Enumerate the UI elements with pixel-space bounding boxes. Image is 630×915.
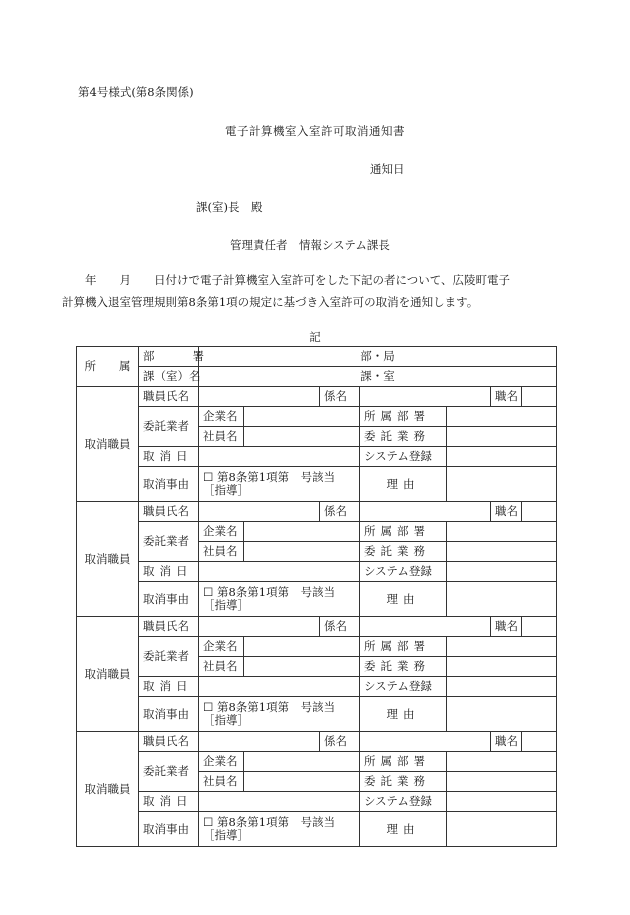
kakari-field[interactable] bbox=[360, 617, 491, 637]
contractor-label: 委託業者 bbox=[139, 752, 199, 792]
belong-dept-label: 所属部署 bbox=[360, 522, 447, 542]
kakari-label: 係名 bbox=[320, 387, 360, 407]
contract-work-field[interactable] bbox=[447, 657, 557, 677]
belong-dept-label: 所属部署 bbox=[360, 637, 447, 657]
company-field[interactable] bbox=[244, 522, 360, 542]
revocation-form-table bbox=[76, 346, 557, 847]
staff-name-label: 職員氏名 bbox=[139, 617, 199, 637]
cancel-reason-cell bbox=[199, 812, 360, 847]
document-title: 電子計算機室入室許可取消通知書 bbox=[225, 124, 405, 138]
company-label: 企業名 bbox=[199, 752, 244, 772]
contract-work-field[interactable] bbox=[447, 772, 557, 792]
affiliation-label: 所 属 bbox=[77, 347, 139, 387]
kakari-label: 係名 bbox=[320, 732, 360, 752]
contractor-label: 委託業者 bbox=[139, 637, 199, 677]
system-reg-field[interactable] bbox=[447, 562, 557, 582]
riyu-label: 理由 bbox=[360, 467, 447, 502]
riyu-field[interactable] bbox=[447, 812, 557, 847]
system-reg-field[interactable] bbox=[447, 792, 557, 812]
riyu-label: 理由 bbox=[360, 582, 447, 617]
staff-name-field[interactable] bbox=[199, 617, 320, 637]
cancel-date-label: 取消日 bbox=[139, 792, 199, 812]
riyu-field[interactable] bbox=[447, 467, 557, 502]
belong-dept-field[interactable] bbox=[447, 522, 557, 542]
cancel-reason-label: 取消事由 bbox=[139, 467, 199, 502]
reason-text: 第8条第1項第 号該当 bbox=[216, 700, 336, 714]
contract-work-label: 委託業務 bbox=[360, 657, 447, 677]
guidance-text: ［指導］ bbox=[203, 483, 249, 497]
dept-label: 部 署 bbox=[139, 347, 199, 367]
employee-field[interactable] bbox=[244, 657, 360, 677]
cancel-date-field[interactable] bbox=[199, 562, 360, 582]
cancel-reason-cell bbox=[199, 697, 360, 732]
employee-label: 社員名 bbox=[199, 657, 244, 677]
staff-name-field[interactable] bbox=[199, 732, 320, 752]
recipient-line: 課(室)長 殿 bbox=[196, 200, 263, 214]
riyu-field[interactable] bbox=[447, 697, 557, 732]
shokumei-label: 職名 bbox=[491, 617, 522, 637]
cancel-reason-cell bbox=[199, 467, 360, 502]
contract-work-field[interactable] bbox=[447, 542, 557, 562]
body-text-line-2: 計算機入退室管理規則第8条第1項の規定に基づき入室許可の取消を通知します。 bbox=[62, 295, 479, 309]
checkbox-icon[interactable]: ☐ bbox=[203, 585, 214, 599]
shokumei-field[interactable] bbox=[522, 732, 557, 752]
cancel-date-label: 取消日 bbox=[139, 677, 199, 697]
reason-text: 第8条第1項第 号該当 bbox=[216, 815, 336, 829]
cancel-reason-label: 取消事由 bbox=[139, 582, 199, 617]
belong-dept-field[interactable] bbox=[447, 752, 557, 772]
contract-work-label: 委託業務 bbox=[360, 427, 447, 447]
contractor-label: 委託業者 bbox=[139, 522, 199, 562]
system-reg-field[interactable] bbox=[447, 447, 557, 467]
kakari-label: 係名 bbox=[320, 617, 360, 637]
revoked-staff-label: 取消職員 bbox=[77, 732, 139, 847]
system-reg-label: システム登録 bbox=[360, 677, 447, 697]
cancel-reason-label: 取消事由 bbox=[139, 812, 199, 847]
cancel-date-label: 取消日 bbox=[139, 447, 199, 467]
company-label: 企業名 bbox=[199, 522, 244, 542]
employee-label: 社員名 bbox=[199, 427, 244, 447]
kakari-label: 係名 bbox=[320, 502, 360, 522]
riyu-label: 理由 bbox=[360, 812, 447, 847]
cancel-date-field[interactable] bbox=[199, 447, 360, 467]
shokumei-label: 職名 bbox=[491, 387, 522, 407]
company-label: 企業名 bbox=[199, 407, 244, 427]
system-reg-field[interactable] bbox=[447, 677, 557, 697]
checkbox-icon[interactable]: ☐ bbox=[203, 470, 214, 484]
belong-dept-field[interactable] bbox=[447, 637, 557, 657]
company-field[interactable] bbox=[244, 752, 360, 772]
contract-work-label: 委託業務 bbox=[360, 772, 447, 792]
company-field[interactable] bbox=[244, 407, 360, 427]
guidance-text: ［指導］ bbox=[203, 598, 249, 612]
staff-name-field[interactable] bbox=[199, 502, 320, 522]
staff-name-label: 職員氏名 bbox=[139, 732, 199, 752]
staff-name-field[interactable] bbox=[199, 387, 320, 407]
kakari-field[interactable] bbox=[360, 387, 491, 407]
notice-date-label: 通知日 bbox=[370, 162, 405, 176]
riyu-label: 理由 bbox=[360, 697, 447, 732]
riyu-field[interactable] bbox=[447, 582, 557, 617]
cancel-date-label: 取消日 bbox=[139, 562, 199, 582]
cancel-reason-label: 取消事由 bbox=[139, 697, 199, 732]
guidance-text: ［指導］ bbox=[203, 713, 249, 727]
kakari-field[interactable] bbox=[360, 732, 491, 752]
employee-label: 社員名 bbox=[199, 772, 244, 792]
employee-field[interactable] bbox=[244, 772, 360, 792]
checkbox-icon[interactable]: ☐ bbox=[203, 700, 214, 714]
section-value: 課・室 bbox=[199, 367, 557, 387]
company-label: 企業名 bbox=[199, 637, 244, 657]
employee-field[interactable] bbox=[244, 427, 360, 447]
staff-name-label: 職員氏名 bbox=[139, 387, 199, 407]
staff-name-label: 職員氏名 bbox=[139, 502, 199, 522]
shokumei-field[interactable] bbox=[522, 387, 557, 407]
ki-heading: 記 bbox=[309, 330, 321, 344]
system-reg-label: システム登録 bbox=[360, 792, 447, 812]
form-number: 第4号様式(第8条関係) bbox=[78, 85, 194, 99]
belong-dept-field[interactable] bbox=[447, 407, 557, 427]
guidance-text: ［指導］ bbox=[203, 828, 249, 842]
contract-work-label: 委託業務 bbox=[360, 542, 447, 562]
company-field[interactable] bbox=[244, 637, 360, 657]
reason-text: 第8条第1項第 号該当 bbox=[216, 470, 336, 484]
section-label: 課（室）名 bbox=[139, 367, 199, 387]
shokumei-field[interactable] bbox=[522, 502, 557, 522]
contract-work-field[interactable] bbox=[447, 427, 557, 447]
system-reg-label: システム登録 bbox=[360, 562, 447, 582]
revoked-staff-label: 取消職員 bbox=[77, 387, 139, 502]
dept-value: 部・局 bbox=[199, 347, 557, 367]
employee-label: 社員名 bbox=[199, 542, 244, 562]
cancel-reason-cell bbox=[199, 582, 360, 617]
kakari-field[interactable] bbox=[360, 502, 491, 522]
revoked-staff-label: 取消職員 bbox=[77, 617, 139, 732]
shokumei-label: 職名 bbox=[491, 732, 522, 752]
contractor-label: 委託業者 bbox=[139, 407, 199, 447]
revoked-staff-label: 取消職員 bbox=[77, 502, 139, 617]
belong-dept-label: 所属部署 bbox=[360, 752, 447, 772]
body-text-line-1: 年 月 日付けで電子計算機室入室許可をした下記の者について、広陵町電子 bbox=[62, 273, 511, 287]
shokumei-label: 職名 bbox=[491, 502, 522, 522]
cancel-date-field[interactable] bbox=[199, 677, 360, 697]
cancel-date-field[interactable] bbox=[199, 792, 360, 812]
employee-field[interactable] bbox=[244, 542, 360, 562]
checkbox-icon[interactable]: ☐ bbox=[203, 815, 214, 829]
reason-text: 第8条第1項第 号該当 bbox=[216, 585, 336, 599]
system-reg-label: システム登録 bbox=[360, 447, 447, 467]
belong-dept-label: 所属部署 bbox=[360, 407, 447, 427]
sender-line: 管理責任者 情報システム課長 bbox=[230, 238, 390, 252]
shokumei-field[interactable] bbox=[522, 617, 557, 637]
